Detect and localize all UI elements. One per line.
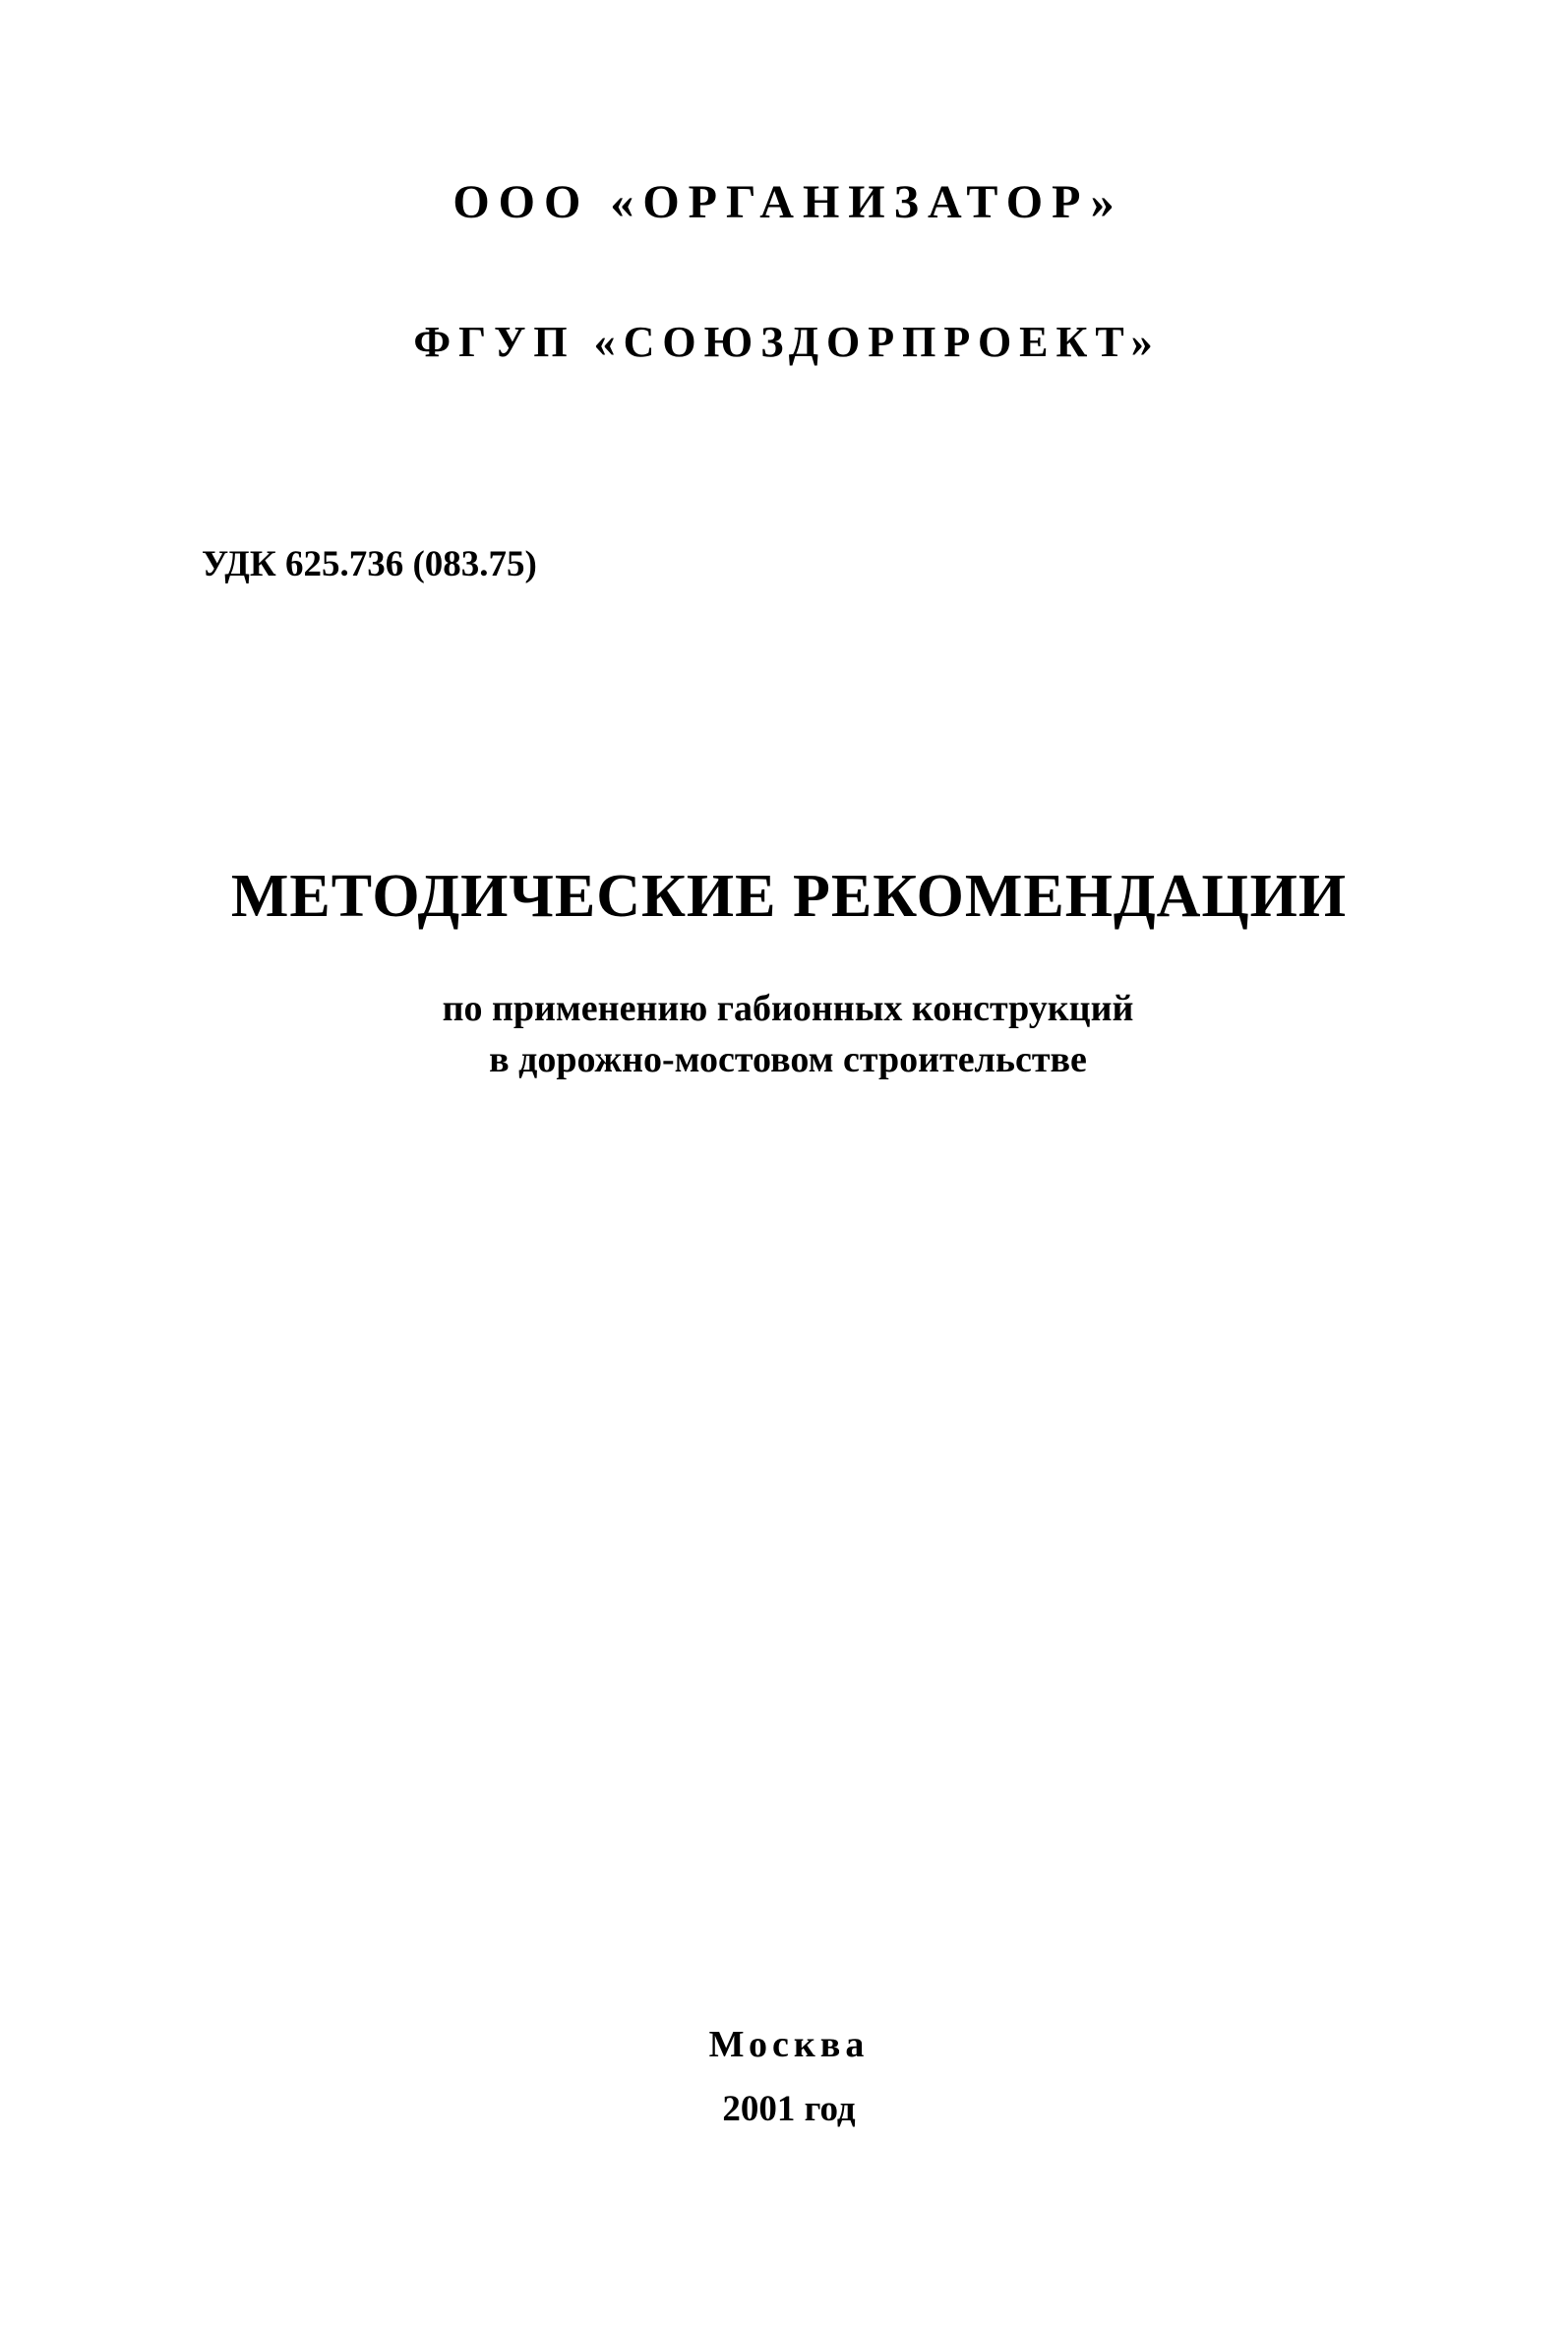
udc-code: УДК 625.736 (083.75)	[202, 544, 537, 584]
organization-name-2: ФГУП «СОЮЗДОРПРОЕКТ»	[413, 318, 1161, 366]
publication-year: 2001 год	[722, 2089, 856, 2129]
publication-city: Москва	[708, 2024, 870, 2065]
document-title: МЕТОДИЧЕСКИЕ РЕКОМЕНДАЦИИ	[230, 863, 1348, 930]
document-subtitle-line-1: по применению габионных конструкций	[442, 988, 1134, 1029]
organization-name-1: ООО «ОРГАНИЗАТОР»	[452, 176, 1123, 228]
document-subtitle-line-2: в дорожно-мостовом строительстве	[489, 1039, 1087, 1080]
